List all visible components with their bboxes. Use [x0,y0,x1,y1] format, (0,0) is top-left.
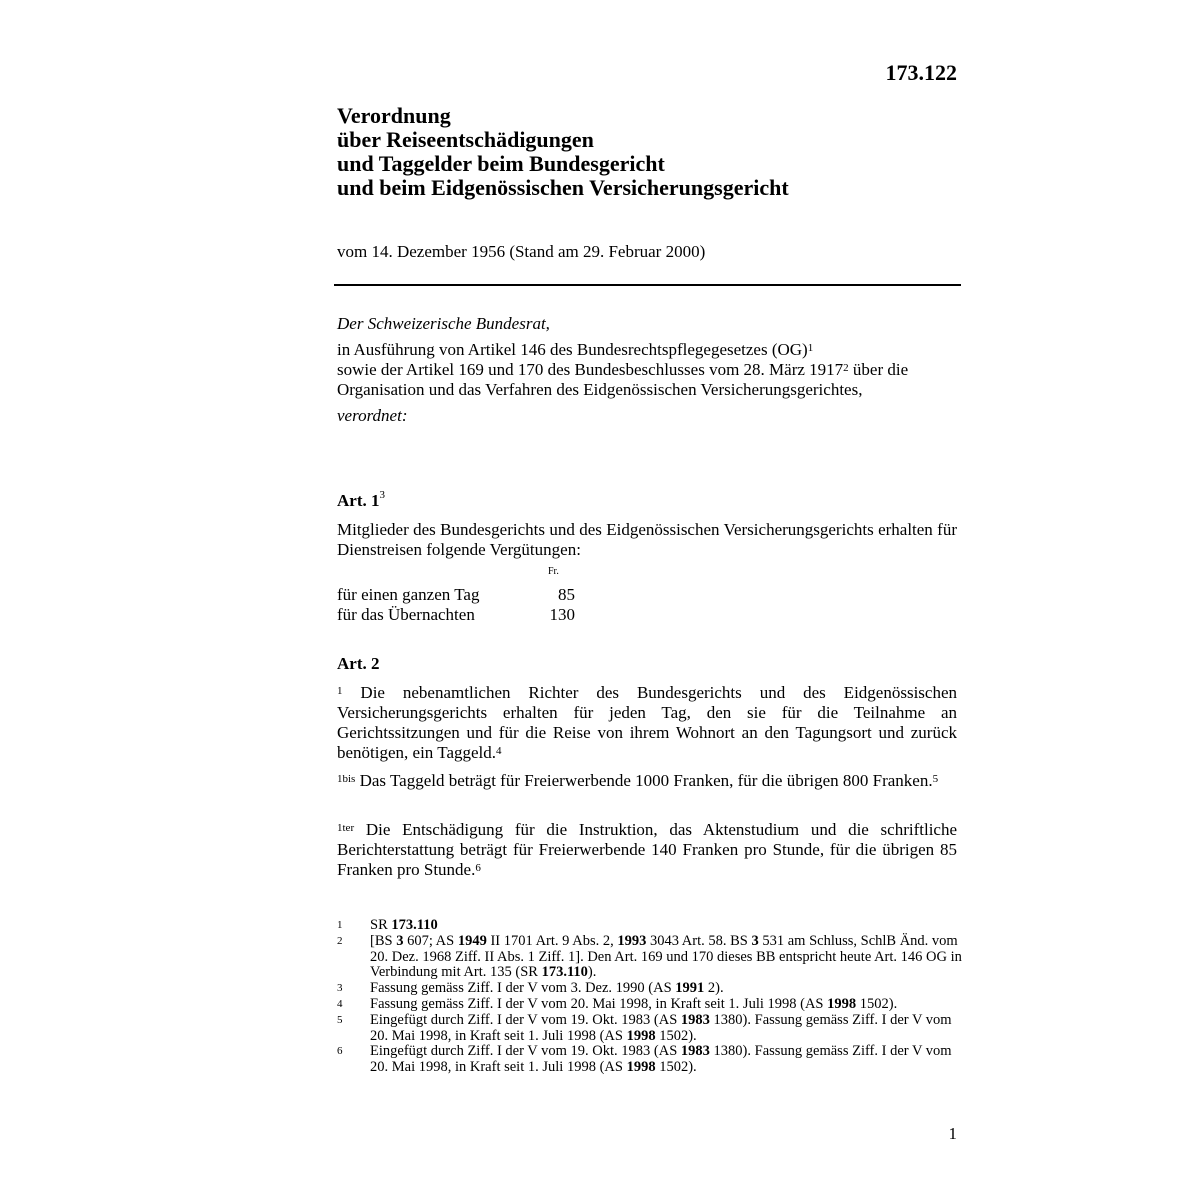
art1-heading: Art. $1^3$ [337,489,385,510]
title-line: über Reiseentschädigungen [337,127,594,152]
footnote-ref[interactable]: 1 [807,342,814,354]
art1-text: Mitglieder des Bundesgerichts und des Eidgenössischen Versicherungsgerichts erhalten für Dienstreisen folgende Vergütungen: [337,520,957,559]
sr-number: 173.122 [885,60,957,85]
footnote-ref[interactable]: 4 [496,745,502,757]
footnote-number: 4 [337,997,343,1010]
footnote-text: Eingefügt durch Ziff. I der V vom 19. Okt. 1983 (AS 1983 1380). Fassung gemäss Ziff. I der V vom 20. Mai 1998, in Kraft seit 1. Juli 1998 (AS 1998 1502). [370,1011,952,1044]
preamble-line: Organisation und das Verfahren des Eidgenössischen Versicherungsgerichtes, [337,380,863,399]
footnote-text: Eingefügt durch Ziff. I der V vom 19. Okt. 1983 (AS 1983 1380). Fassung gemäss Ziff. I der V vom 20. Mai 1998, in Kraft seit 1. Juli 1998 (AS 1998 1502). [370,1043,952,1076]
title-divider [334,284,961,286]
paragraph-mark: 1 [337,685,343,697]
page-number: 1 [948,1124,957,1143]
document-title [337,104,977,200]
footnote-text: Fassung gemäss Ziff. I der V vom 20. Mai 1998, in Kraft seit 1. Juli 1998 (AS 1998 1502). [370,995,898,1012]
preamble-decrees: verordnet: [337,406,408,425]
footnote-number: 5 [337,1013,343,1026]
title-line: und beim Eidgenössischen Versicherungsgericht [337,175,789,200]
footnote [337,997,962,1013]
preamble-authority: Der Schweizerische Bundesrat, [337,314,550,333]
footnote-text: SR 173.110 [370,917,438,933]
title-line: und Taggelder beim Bundesgericht [337,151,665,176]
footnote-number: 1 [337,919,343,931]
art2-heading: Art. 2 [337,654,380,673]
currency-label: Fr. [548,566,559,577]
footnote [337,934,962,981]
footnote-text: [BS 3 607; AS 1949 II 1701 Art. 9 Abs. 2, 1993 3043 Art. 58. BS 3 531 am Schluss, SchlB Änd. vom 20. Dez. 1968 Ziff. II Abs. 1 Ziff. 1]. Den Art. 169 und 170 dieses BB entspricht heute Art. 146 OG in Verbindung mit Art. 135 (SR 173.110). [370,932,962,981]
footnote-text: Fassung gemäss Ziff. I der V vom 3. Dez. 1990 (AS 1991 2). [370,980,724,997]
title-line: Verordnung [337,103,451,128]
art2-paragraph: $^1$ Die nebenamtlichen Richter des Bundesgerichts und des Eidgenössischen Versicherungsgerichts erhalten für jeden Tag, den sie für die Teilnahme an Gerichtssitzungen und für die Reise von ihrem Wohnort an den Tagungsort und zurück benötigen, ein Taggeld.$^4$ [337,683,957,762]
footnote [337,981,962,997]
footnote-ref[interactable]: 5 [932,773,939,785]
tariff-row: für einen ganzen Tag 85 [337,585,575,604]
tariff-row: für das Übernachten 130 [337,605,575,624]
footnote [337,918,962,934]
date-line: vom 14. Dezember 1956 (Stand am 29. Februar 2000) [337,242,706,261]
preamble [337,314,957,426]
footnote [337,1013,962,1045]
footnote [337,1044,962,1076]
footnote-ref[interactable]: 3 [379,489,385,501]
preamble-line: sowie der Artikel 169 und 170 des Bundesbeschlusses vom 28. März 1917$^2$ über die [337,360,909,379]
footnote-number: 6 [337,1045,343,1058]
footnote-number: 3 [337,982,343,995]
preamble-line: in Ausführung von Artikel 146 des Bundesrechtspflegegesetzes (OG)$^1$ [337,340,814,359]
footnote-number: 2 [337,934,343,947]
paragraph-mark: 1ter [337,822,355,834]
paragraph-mark: 1bis [337,773,356,785]
footnote-ref[interactable]: 6 [475,862,481,874]
footnotes [337,918,962,1076]
art2-paragraph: $^{1ter}$ Die Entschädigung für die Instruktion, das Aktenstudium und die schriftliche Berichterstattung beträgt für Freierwerbende 140 Franken pro Stunde, für die übrigen 85 Franken pro Stunde.$^6$ [337,820,958,879]
art2-paragraph: $^{1bis}$ Das Taggeld beträgt für Freierwerbende 1000 Franken, für die übrigen 800 Franken.$^5$ [337,771,939,790]
footnote-ref[interactable]: 2 [843,362,849,374]
